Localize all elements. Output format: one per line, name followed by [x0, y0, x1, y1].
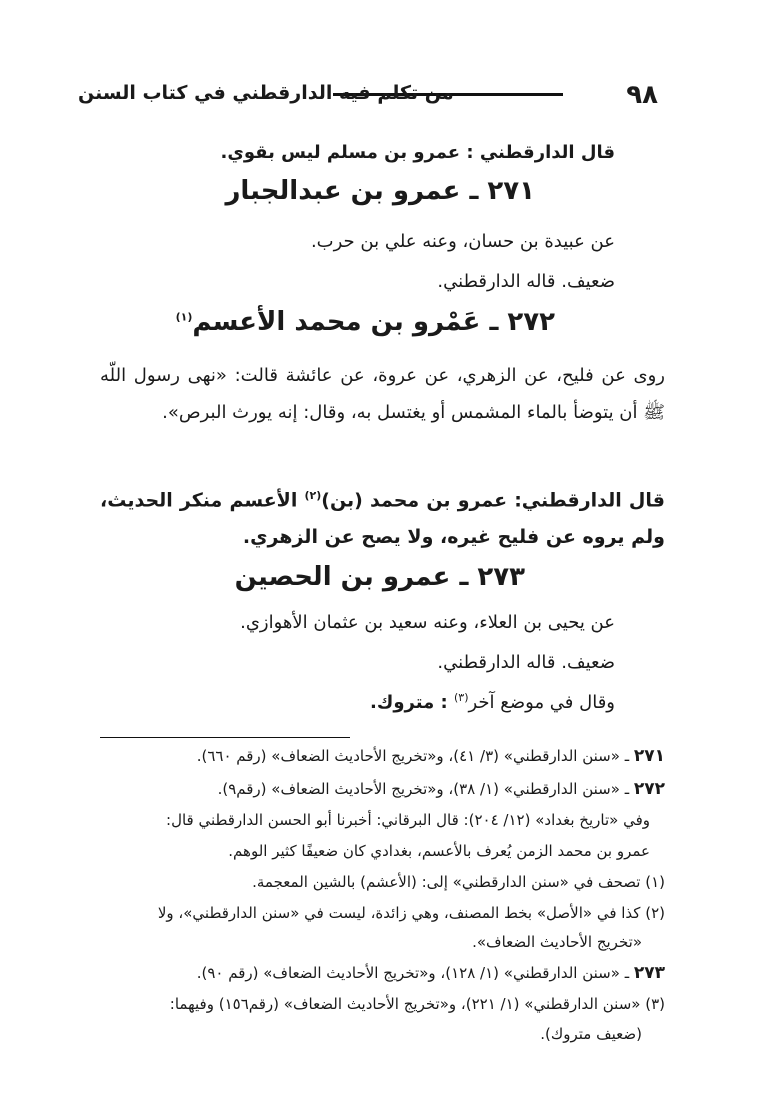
footnote-number: ٢٧١: [633, 746, 665, 766]
footnote-text: ـ «سنن الدارقطني» (٣/ ٤١)، و«تخريج الأحاديث الضعاف» (رقم ٦٦٠).: [196, 747, 634, 765]
entry-title-273: ٢٧٣ ـ عمرو بن الحصين: [234, 562, 525, 592]
entry-title-272-text: ٢٧٢ ـ عَمْرو بن محمد الأعسم: [192, 307, 555, 337]
footnote: [100, 776, 665, 802]
footnote-ref: (٢): [304, 489, 322, 502]
footnote-text: ـ «سنن الدارقطني» (١/ ١٢٨)، و«تخريج الأحاديث الضعاف» (رقم ٩٠).: [196, 964, 634, 982]
footnote-text: «تخريج الأحاديث الضعاف».: [472, 933, 642, 951]
running-title: من تكلم فيه الدارقطني في كتاب السنن: [78, 82, 454, 104]
line-text: : متروك.: [370, 692, 454, 713]
footnote: [100, 960, 665, 986]
text-line: عن يحيى بن العلاء، وعنه سعيد بن عثمان الأهوازي.: [240, 612, 615, 633]
paragraph-text: الأعسم منكر الحديث، ولم يروه عن فليح غيره، ولا يصح عن الزهري.: [100, 489, 665, 549]
line-text: وقال في موضع آخر: [468, 692, 615, 713]
footnote-text: وفي «تاريخ بغداد» (١٢/ ٢٠٤): قال البرقاني: أخبرنا أبو الحسن الدارقطني قال:: [166, 811, 650, 829]
paragraph-text: قال الدارقطني: عمرو بن محمد (بن): [321, 489, 665, 512]
page-number: ٩٨: [626, 80, 658, 110]
text-line: ضعيف. قاله الدارقطني.: [437, 271, 615, 292]
footnote-rule: [100, 737, 350, 738]
footnote-ref: (٣): [453, 691, 469, 704]
footnote-text: ـ «سنن الدارقطني» (١/ ٣٨)، و«تخريج الأحاديث الضعاف» (رقم٩).: [217, 780, 634, 798]
footnote: (٢) كذا في «الأصل» بخط المصنف، وهي زائدة، ليست في «سنن الدارقطني»، ولا: [157, 904, 665, 922]
text-line: [100, 690, 615, 715]
footnote-text: عمرو بن محمد الزمن يُعرف بالأعسم، بغدادي كان ضعيفًا كثير الوهم.: [228, 842, 650, 860]
page-header: [78, 80, 658, 120]
footnote-text: (ضعيف متروك).: [540, 1025, 642, 1043]
text-line: ضعيف. قاله الدارقطني.: [437, 652, 615, 673]
footnote-number: ٢٧٣: [633, 963, 665, 983]
footnote: (٣) «سنن الدارقطني» (١/ ٢٢١)، و«تخريج الأحاديث الضعاف» (رقم١٥٦) وفيهما:: [169, 995, 665, 1013]
footnote-ref: (١): [175, 310, 193, 324]
entry-title-272: [176, 307, 555, 337]
entry-title-271: ٢٧١ ـ عمرو بن عبدالجبار: [225, 176, 535, 206]
text-line: قال الدارقطني : عمرو بن مسلم ليس بقوي.: [220, 142, 615, 163]
paragraph: روى عن فليح، عن الزهري، عن عروة، عن عائشة قالت: «نهى رسول اللّه ﷺ أن يتوضأ بالماء المشمس أو يغتسل به، وقال: إنه يورث البرص».: [100, 365, 665, 423]
footnote: (١) تصحف في «سنن الدارقطني» إلى: (الأعشم) بالشين المعجمة.: [252, 873, 665, 891]
text-line: عن عبيدة بن حسان، وعنه علي بن حرب.: [310, 231, 615, 252]
footnote: [100, 743, 665, 769]
footnote-number: ٢٧٢: [633, 779, 665, 799]
paragraph: [100, 477, 665, 556]
